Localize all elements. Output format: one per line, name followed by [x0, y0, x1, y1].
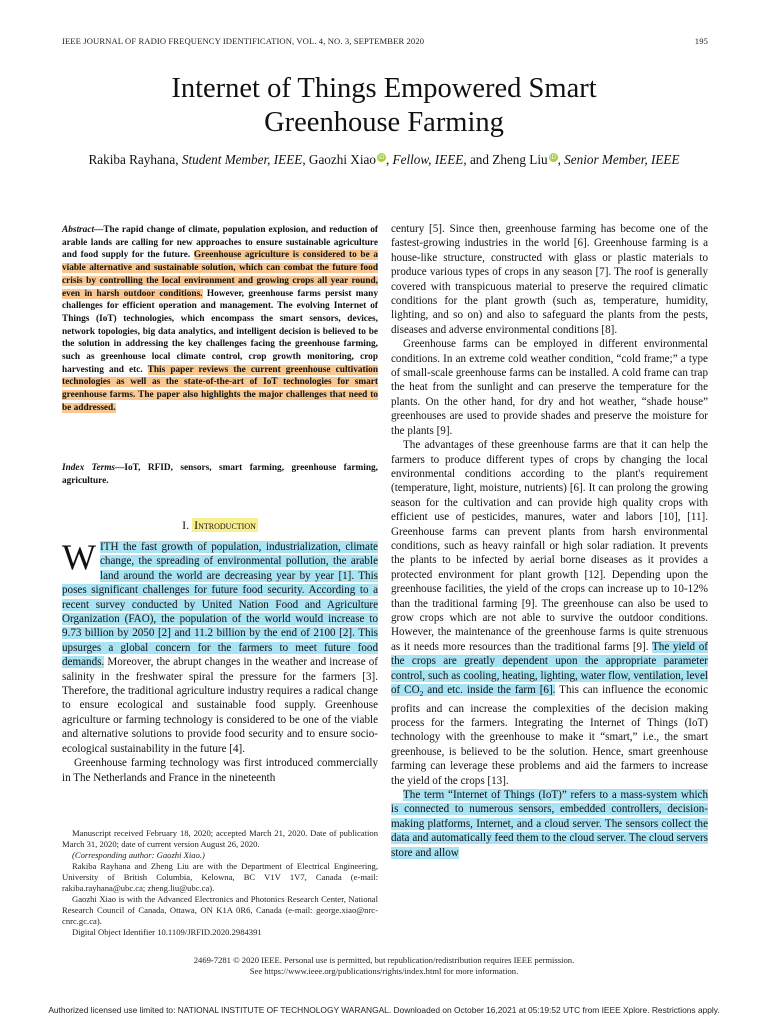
- abstract: Abstract—The rapid change of climate, population explosion, and reduction of arable lands are calling for new approaches to ensure sustainable agriculture and food supply for the future. Greenhouse agriculture is considered to be a viable alternative and sustainable solution, which can combat the future food crisis by controlling the local environment and growing crops all year round, even in harsh outdoor conditions. However, greenhouse farms persist many challenges for efficient operation and management. The evolving Internet of Things (IoT) technologies, which encompass the smart sensors, devices, network topologies, big data analytics, and intelligent decision is believed to be the solution in addressing the key challenges facing the greenhouse farming, such as greenhouse local climate control, crop growth monitoring, crop harvesting and etc. This paper reviews the current greenhouse cultivation technologies as well as the state-of-the-art of IoT technologies for smart greenhouse farms. The paper also highlights the major challenges that need to be addressed.: [62, 225, 378, 413]
- paper-title: Internet of Things Empowered Smart Greenhouse Farming: [171, 73, 597, 138]
- dropcap: W: [62, 537, 96, 577]
- highlight-yellow: Introduction: [194, 518, 256, 532]
- copyright-notice: 2469-7281 © 2020 IEEE. Personal use is permitted, but republication/redistribution requires IEEE permission. See https://www.ieee.org/publications/rights/index.html for more information.: [193, 955, 575, 976]
- highlight-blue: The yield of the crops are greatly dependent upon the appropriate parameter control, such as cooling, heating, lighting, water flow, ventilation, level of $CO_2$ and etc. inside the farm [6].: [391, 640, 708, 699]
- doi: Digital Object Identifier 10.1109/JRFID.2020.2984391: [72, 927, 262, 937]
- section-heading: I. Introduction: [182, 518, 256, 532]
- highlight-blue: The term “Internet of Things (IoT)” refers to a mass-system which is connected to numerous sensors, embedded controllers, decision-making platforms, Internet, and a cloud server. The sensors collect the data and automatically feed them to the cloud server. The cloud servers store and allow: [391, 789, 708, 859]
- running-header: [62, 36, 708, 46]
- footnotes: Manuscript received February 18, 2020; accepted March 21, 2020. Date of publication March 31, 2020; date of current version August 26, 2020. (Corresponding author: Gaozhi Xiao.) Rakiba Rayhana and Zheng Liu are with the Department of Electrical Engineering, University of British Columbia, Kelowna, BC V1V 1V7, Canada (e-mail: rakiba.rayhana@ubc.ca; zheng.liu@ubc.ca). Gaozhi Xiao is with the Advanced Electronics and Photonics Research Center, National Research Council of Canada, Ottawa, ON K1A 0R6, Canada (e-mail: george.xiao@nrc-cnrc.gc.ca). Digital Object Identifier 10.1109/JRFID.2020.2984391: [62, 828, 378, 937]
- author-list: Rakiba Rayhana, Student Member, IEEE, Gaozhi Xiao iD, Fellow, IEEE, and Zheng Liu iD, Senior Member, IEEE: [88, 152, 680, 167]
- highlight-blue: ITH the fast growth of population, industrialization, climate change, the spreading of environmental pollution, the arable land around the world are decreasing year by year [1]. This poses significant challenges for future food security. According to a recent survey conducted by United Nation Food and Agriculture Organization (FAO), the population of the world would increase to 9.73 billion by 2050 [2] and 11.2 billion by the end of 2100 [2]. This upsurges a global concern for the farmers to meet future food demands.: [62, 541, 378, 669]
- orcid-icon[interactable]: iD: [549, 153, 557, 161]
- journal-name: IEEE JOURNAL OF RADIO FREQUENCY IDENTIFICATION, VOL. 4, NO. 3, SEPTEMBER 2020: [62, 36, 425, 46]
- orcid-icon[interactable]: iD: [378, 153, 385, 161]
- right-column-text: century [5]. Since then, greenhouse farming has become one of the fastest-growing industries in the world [6]. Greenhouse farming is a house-like structure, constructed with glass or plastic materials to produce various types of crops in any season [7]. The roof is generally covered with transpicuous material to preserve the required climatic conditions for the plant growth (such as, temperature, humidity, lighting, and so on) and also to safeguard the plants from the pests, diseases and adverse environmental conditions [8]. Greenhouse farms can be employed in different environmental conditions. In an extreme cold weather condition, “cold frame;” a type of small-scale greenhouse farms can be installed. A cold frame can trap the heat from the sunlight and can preserve the temperature for the plants. On the other hand, for dry and hot weather, “shade house” greenhouses are used to provide shades and preserve the moisture for the plants [9]. The advantages of these greenhouse farms are that it can help the farmers to produce different types of crops by changing the local environmental conditions according to the plant's requirement (temperature, light, moisture, nutrients) [6]. It can prolong the growing season for the cultivation and can provide high quality crops with efficient use of pesticides, manures, water and labors [10], [11]. Greenhouse farms can prevent plants from harsh environmental conditions, such as heavy rainfall or high solar radiation. It prevents the plants to be infected by aerial borne diseases as it provides a protected environment for plant growth [12]. Depending upon the greenhouse facilities, the yield of the crops can increase up to 10-12% than the traditional farming [9]. The greenhouse can also be used to grow crops which are not able to survive the outdoor conditions. However, the maintenance of the greenhouse farms is quite strenuous as it needs more resources than the traditional farms [9]. The yield of the crops are greatly dependent upon the appropriate parameter control, such as cooling, heating, lighting, water flow, ventilation, level of $CO_2$ and etc. inside the farm [6]. This can influence the economic profits and can increase the complexities of the decision making process for the farmers. Integrating the Internet of Things (IoT) technology with the greenhouse to make it “smart,” i.e., the smart greenhouse, is believed to be the solution. Hence, smart greenhouse farming can leverage these problems and aid the farmers to increase the yield of the crops [13]. The term “Internet of Things (IoT)” refers to a mass-system which is connected to numerous sensors, embedded controllers, decision-making platforms, Internet, and a cloud server. The sensors collect the data and automatically feed them to the cloud server. The cloud servers store and allow: [391, 223, 708, 859]
- highlight-orange: Greenhouse agriculture is considered to be a viable alternative and sustainable solution, which can combat the future food crisis by controlling the local environment and growing crops all year round, even in harsh outdoor conditions.: [62, 250, 378, 299]
- index-terms: Index Terms—IoT, RFID, sensors, smart farming, greenhouse farming, agriculture.: [62, 463, 378, 486]
- highlight-orange: This paper reviews the current greenhouse cultivation technologies as well as the state-of-the-art of IoT technologies for smart greenhouse farms. The paper also highlights the major challenges that need to be addressed.: [62, 364, 378, 413]
- license-notice: Authorized licensed use limited to: NATIONAL INSTITUTE OF TECHNOLOGY WARANGAL. Downloaded on October 16,2021 at 05:19:52 UTC from IEEE Xplore. Restrictions apply.: [48, 1005, 720, 1015]
- intro-text: WITH the fast growth of population, industrialization, climate change, the spreading of environmental pollution, the arable land around the world are decreasing year by year [1]. This poses significant challenges for future food security. According to a recent survey conducted by United Nation Food and Agriculture Organization (FAO), the population of the world would increase to 9.73 billion by 2050 [2] and 11.2 billion by the end of 2100 [2]. This upsurges a global concern for the farmers to meet future food demands. Moreover, the abrupt changes in the weather and increase of salinity in the freshwater spiral the pressure for the farmers [3]. Therefore, the traditional agriculture industry requires a radical change to ensure ecological and sustainable food supply. Greenhouse agriculture or farming technology is considered to be one of the viable and alternative solutions to provide food security and to ensure socio-ecological sustainability in the future [4]. Greenhouse farming technology was first introduced commercially in The Netherlands and France in the nineteenth: [62, 537, 378, 784]
- page-number: 195: [694, 36, 708, 46]
